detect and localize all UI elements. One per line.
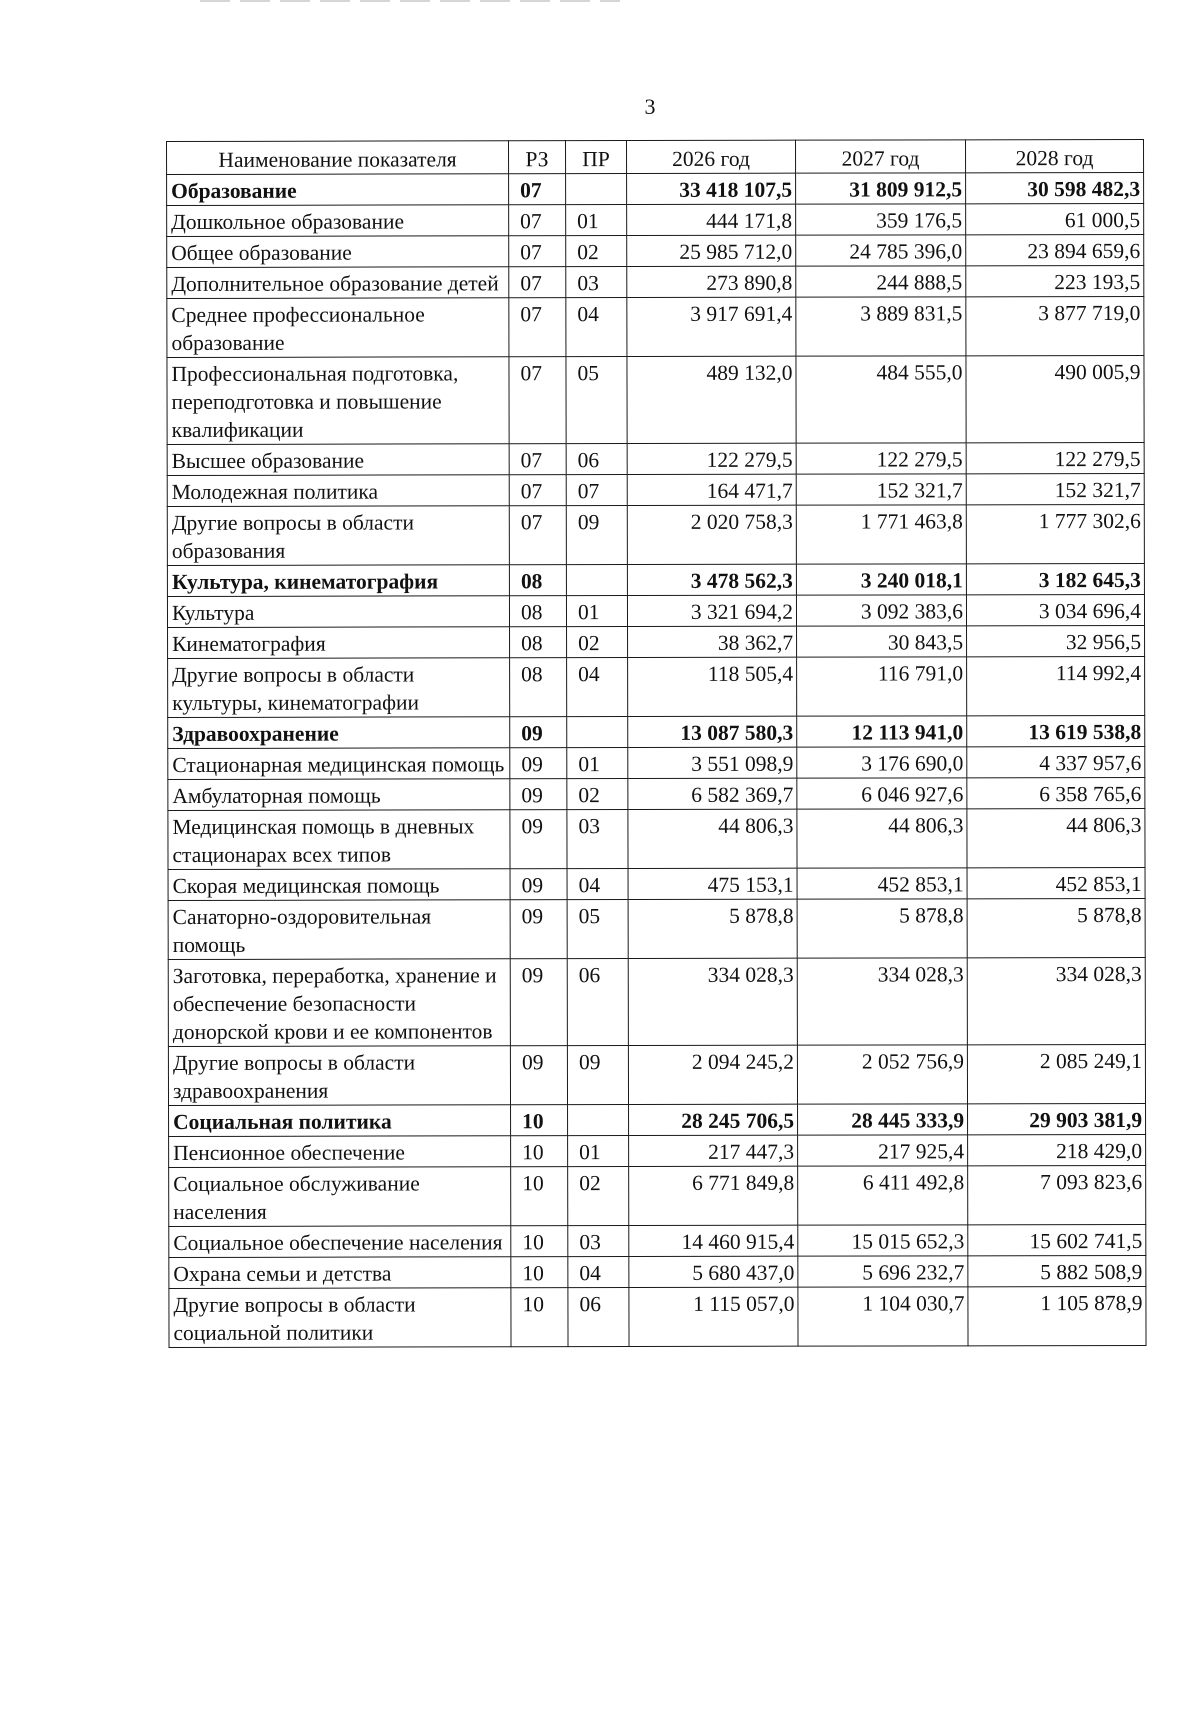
cell-pr bbox=[568, 1105, 629, 1136]
cell-rz: 09 bbox=[510, 810, 567, 869]
cell-2027: 30 843,5 bbox=[797, 626, 967, 657]
cell-2026: 5 878,8 bbox=[628, 899, 797, 958]
header-2026: 2026 год bbox=[627, 140, 796, 173]
cell-2028: 3 034 696,4 bbox=[966, 594, 1144, 625]
table-row bbox=[168, 1044, 1145, 1105]
cell-2028: 44 806,3 bbox=[967, 808, 1145, 867]
cell-pr: 06 bbox=[567, 959, 628, 1046]
cell-pr bbox=[567, 717, 628, 748]
header-name: Наименование показателя bbox=[167, 141, 509, 175]
cell-pr: 01 bbox=[567, 748, 628, 779]
budget-table bbox=[166, 139, 1147, 1348]
cell-2027: 12 113 941,0 bbox=[797, 716, 967, 747]
cell-2026: 444 171,8 bbox=[627, 204, 796, 235]
table-row bbox=[167, 473, 1144, 506]
cell-2026: 2 094 245,2 bbox=[628, 1045, 797, 1104]
cell-2028: 7 093 823,6 bbox=[968, 1165, 1146, 1224]
cell-2027: 44 806,3 bbox=[797, 809, 967, 868]
cell-pr: 07 bbox=[566, 475, 627, 506]
cell-rz: 07 bbox=[509, 267, 566, 298]
table-row bbox=[167, 296, 1144, 357]
table-section-row bbox=[167, 563, 1144, 596]
cell-2026: 118 505,4 bbox=[628, 657, 797, 716]
table-body bbox=[167, 172, 1146, 1347]
cell-2028: 114 992,4 bbox=[967, 656, 1145, 715]
cell-rz: 08 bbox=[510, 627, 567, 658]
table-row bbox=[167, 265, 1144, 298]
cell-rz: 09 bbox=[510, 717, 567, 748]
cell-pr: 02 bbox=[568, 1167, 629, 1226]
cell-2028: 1 777 302,6 bbox=[966, 504, 1144, 563]
cell-2027: 2 052 756,9 bbox=[797, 1045, 967, 1104]
cell-rz: 10 bbox=[511, 1105, 568, 1136]
table-row bbox=[167, 504, 1144, 565]
cell-name: Заготовка, переработка, хранение и обеспечение безопасности донорской крови и ее компонентов bbox=[168, 959, 510, 1047]
cell-pr: 02 bbox=[566, 236, 627, 267]
cell-name: Дополнительное образование детей bbox=[167, 267, 509, 299]
cell-rz: 08 bbox=[509, 565, 566, 596]
cell-rz: 07 bbox=[509, 298, 566, 357]
cell-2028: 3 182 645,3 bbox=[966, 563, 1144, 594]
cell-2028: 452 853,1 bbox=[967, 867, 1145, 898]
cell-2028: 30 598 482,3 bbox=[966, 172, 1144, 203]
cell-pr: 04 bbox=[567, 869, 628, 900]
cell-2026: 3 917 691,4 bbox=[627, 297, 796, 356]
cell-2028: 32 956,5 bbox=[967, 625, 1145, 656]
cell-rz: 09 bbox=[510, 900, 567, 959]
cell-rz: 09 bbox=[510, 959, 567, 1046]
cell-2026: 2 020 758,3 bbox=[627, 505, 796, 564]
cell-2027: 24 785 396,0 bbox=[796, 235, 966, 266]
cell-2028: 3 877 719,0 bbox=[966, 296, 1144, 355]
cell-2026: 475 153,1 bbox=[628, 868, 797, 899]
cell-rz: 08 bbox=[510, 658, 567, 717]
cell-2026: 3 321 694,2 bbox=[627, 595, 796, 626]
cell-pr: 05 bbox=[567, 900, 628, 959]
cell-2026: 3 478 562,3 bbox=[627, 564, 796, 595]
table-section-row bbox=[168, 715, 1145, 748]
cell-rz: 09 bbox=[510, 1046, 567, 1105]
cell-name: Высшее образование bbox=[167, 444, 509, 476]
cell-rz: 09 bbox=[510, 779, 567, 810]
cell-2026: 6 582 369,7 bbox=[628, 778, 797, 809]
cell-2027: 31 809 912,5 bbox=[796, 173, 966, 204]
cell-2026: 13 087 580,3 bbox=[628, 716, 797, 747]
cell-name: Амбулаторная помощь bbox=[168, 779, 510, 811]
cell-name: Другие вопросы в области здравоохранения bbox=[168, 1046, 510, 1106]
scan-artifact-line bbox=[200, 0, 620, 2]
cell-rz: 08 bbox=[509, 596, 566, 627]
cell-2026: 217 447,3 bbox=[629, 1135, 798, 1166]
cell-name: Профессиональная подготовка, переподготовка и повышение квалификации bbox=[167, 357, 509, 445]
cell-2027: 152 321,7 bbox=[796, 474, 966, 505]
cell-pr: 04 bbox=[566, 298, 627, 357]
cell-2026: 334 028,3 bbox=[628, 958, 797, 1045]
cell-2027: 217 925,4 bbox=[798, 1135, 968, 1166]
cell-name: Пенсионное обеспечение bbox=[169, 1136, 511, 1168]
cell-2028: 61 000,5 bbox=[966, 203, 1144, 234]
cell-2026: 1 115 057,0 bbox=[629, 1287, 798, 1346]
cell-rz: 07 bbox=[509, 475, 566, 506]
cell-name: Дошкольное образование bbox=[167, 205, 509, 237]
cell-name: Молодежная политика bbox=[167, 475, 509, 507]
cell-pr: 06 bbox=[568, 1288, 629, 1347]
table-row bbox=[167, 355, 1144, 444]
cell-2027: 3 092 383,6 bbox=[796, 595, 966, 626]
cell-2028: 4 337 957,6 bbox=[967, 746, 1145, 777]
table-row bbox=[168, 808, 1145, 869]
cell-2027: 122 279,5 bbox=[796, 443, 966, 474]
header-rz: РЗ bbox=[509, 141, 566, 174]
cell-name: Общее образование bbox=[167, 236, 509, 268]
cell-pr bbox=[566, 174, 627, 205]
cell-rz: 10 bbox=[511, 1226, 568, 1257]
cell-2028: 334 028,3 bbox=[967, 957, 1145, 1044]
cell-name: Культура bbox=[167, 596, 509, 628]
cell-2026: 5 680 437,0 bbox=[629, 1256, 798, 1287]
table-section-row bbox=[169, 1103, 1146, 1136]
cell-rz: 07 bbox=[509, 357, 566, 444]
cell-name: Социальное обеспечение населения bbox=[169, 1226, 511, 1258]
cell-2027: 6 411 492,8 bbox=[798, 1166, 968, 1225]
header-2028: 2028 год bbox=[965, 139, 1143, 172]
cell-2026: 122 279,5 bbox=[627, 443, 796, 474]
cell-2027: 3 240 018,1 bbox=[796, 564, 966, 595]
cell-rz: 10 bbox=[511, 1136, 568, 1167]
cell-2027: 359 176,5 bbox=[796, 204, 966, 235]
cell-2028: 6 358 765,6 bbox=[967, 777, 1145, 808]
cell-rz: 09 bbox=[510, 748, 567, 779]
cell-2026: 489 132,0 bbox=[627, 356, 796, 443]
cell-2028: 13 619 538,8 bbox=[967, 715, 1145, 746]
cell-rz: 10 bbox=[511, 1288, 568, 1347]
cell-name: Медицинская помощь в дневных стационарах всех типов bbox=[168, 810, 510, 870]
table-row bbox=[169, 1286, 1146, 1347]
table-row bbox=[169, 1134, 1146, 1167]
cell-name: Стационарная медицинская помощь bbox=[168, 748, 510, 780]
table-header-row bbox=[167, 139, 1144, 174]
page-number: 3 bbox=[644, 94, 656, 119]
cell-2026: 273 890,8 bbox=[627, 266, 796, 297]
cell-2026: 14 460 915,4 bbox=[629, 1225, 798, 1256]
cell-2028: 1 105 878,9 bbox=[968, 1286, 1146, 1345]
cell-pr: 02 bbox=[567, 627, 628, 658]
table-row bbox=[168, 957, 1145, 1046]
cell-2027: 6 046 927,6 bbox=[797, 778, 967, 809]
cell-rz: 09 bbox=[510, 869, 567, 900]
table-row bbox=[167, 594, 1144, 627]
cell-2027: 15 015 652,3 bbox=[798, 1225, 968, 1256]
cell-2026: 164 471,7 bbox=[627, 474, 796, 505]
cell-2028: 490 005,9 bbox=[966, 355, 1144, 442]
cell-2027: 334 028,3 bbox=[797, 958, 967, 1045]
cell-pr: 05 bbox=[566, 357, 627, 444]
cell-2026: 44 806,3 bbox=[628, 809, 797, 868]
table-row bbox=[167, 442, 1144, 475]
table-row bbox=[168, 746, 1145, 779]
table-row bbox=[169, 1165, 1146, 1226]
cell-name: Здравоохранение bbox=[168, 717, 510, 749]
cell-2026: 38 362,7 bbox=[628, 626, 797, 657]
cell-2027: 3 176 690,0 bbox=[797, 747, 967, 778]
cell-2026: 6 771 849,8 bbox=[629, 1166, 798, 1225]
cell-name: Скорая медицинская помощь bbox=[168, 869, 510, 901]
table-row bbox=[167, 234, 1144, 267]
cell-2026: 25 985 712,0 bbox=[627, 235, 796, 266]
cell-name: Другие вопросы в области социальной политики bbox=[169, 1288, 511, 1348]
table-row bbox=[167, 203, 1144, 236]
cell-pr: 01 bbox=[568, 1136, 629, 1167]
cell-rz: 07 bbox=[509, 174, 566, 205]
cell-2028: 15 602 741,5 bbox=[968, 1224, 1146, 1255]
cell-name: Культура, кинематография bbox=[167, 565, 509, 597]
cell-pr: 04 bbox=[568, 1257, 629, 1288]
cell-rz: 10 bbox=[511, 1257, 568, 1288]
cell-pr: 09 bbox=[566, 506, 627, 565]
cell-name: Охрана семьи и детства bbox=[169, 1257, 511, 1289]
table-row bbox=[168, 656, 1145, 717]
header-2027: 2027 год bbox=[795, 140, 965, 173]
cell-2027: 116 791,0 bbox=[797, 657, 967, 716]
cell-2028: 2 085 249,1 bbox=[967, 1044, 1145, 1103]
cell-2028: 5 878,8 bbox=[967, 898, 1145, 957]
cell-pr: 01 bbox=[566, 596, 627, 627]
cell-rz: 07 bbox=[509, 236, 566, 267]
table-row bbox=[168, 777, 1145, 810]
table-row bbox=[169, 1255, 1146, 1288]
table-section-row bbox=[167, 172, 1144, 205]
cell-name: Другие вопросы в области образования bbox=[167, 506, 509, 566]
cell-name: Среднее профессиональное образование bbox=[167, 298, 509, 358]
cell-name: Социальная политика bbox=[169, 1105, 511, 1137]
cell-2027: 484 555,0 bbox=[796, 356, 966, 443]
cell-2028: 5 882 508,9 bbox=[968, 1255, 1146, 1286]
table-row bbox=[168, 625, 1145, 658]
cell-rz: 10 bbox=[511, 1167, 568, 1226]
cell-2028: 223 193,5 bbox=[966, 265, 1144, 296]
cell-pr: 03 bbox=[566, 267, 627, 298]
cell-rz: 07 bbox=[509, 506, 566, 565]
cell-2027: 452 853,1 bbox=[797, 868, 967, 899]
cell-2028: 218 429,0 bbox=[968, 1134, 1146, 1165]
cell-pr bbox=[566, 565, 627, 596]
cell-pr: 09 bbox=[567, 1046, 628, 1105]
cell-name: Другие вопросы в области культуры, кинематографии bbox=[168, 658, 510, 718]
cell-2028: 122 279,5 bbox=[966, 442, 1144, 473]
cell-pr: 04 bbox=[567, 658, 628, 717]
cell-pr: 01 bbox=[566, 205, 627, 236]
cell-2026: 33 418 107,5 bbox=[627, 173, 796, 204]
cell-2027: 3 889 831,5 bbox=[796, 297, 966, 356]
header-pr: ПР bbox=[566, 141, 627, 174]
cell-2026: 28 245 706,5 bbox=[629, 1104, 798, 1135]
cell-pr: 06 bbox=[566, 444, 627, 475]
cell-2027: 28 445 333,9 bbox=[798, 1104, 968, 1135]
cell-pr: 03 bbox=[568, 1226, 629, 1257]
cell-pr: 03 bbox=[567, 810, 628, 869]
table-row bbox=[169, 1224, 1146, 1257]
cell-2026: 3 551 098,9 bbox=[628, 747, 797, 778]
cell-2027: 5 878,8 bbox=[797, 899, 967, 958]
cell-rz: 07 bbox=[509, 205, 566, 236]
cell-pr: 02 bbox=[567, 779, 628, 810]
cell-2027: 1 771 463,8 bbox=[796, 505, 966, 564]
cell-rz: 07 bbox=[509, 444, 566, 475]
cell-2028: 152 321,7 bbox=[966, 473, 1144, 504]
cell-2027: 1 104 030,7 bbox=[798, 1287, 968, 1346]
cell-name: Кинематография bbox=[168, 627, 510, 659]
table-row bbox=[168, 867, 1145, 900]
cell-2027: 5 696 232,7 bbox=[798, 1256, 968, 1287]
table-row bbox=[168, 898, 1145, 959]
cell-2028: 23 894 659,6 bbox=[966, 234, 1144, 265]
cell-name: Санаторно-оздоровительная помощь bbox=[168, 900, 510, 960]
cell-2027: 244 888,5 bbox=[796, 266, 966, 297]
cell-name: Социальное обслуживание населения bbox=[169, 1167, 511, 1227]
cell-2028: 29 903 381,9 bbox=[968, 1103, 1146, 1134]
cell-name: Образование bbox=[167, 174, 509, 206]
